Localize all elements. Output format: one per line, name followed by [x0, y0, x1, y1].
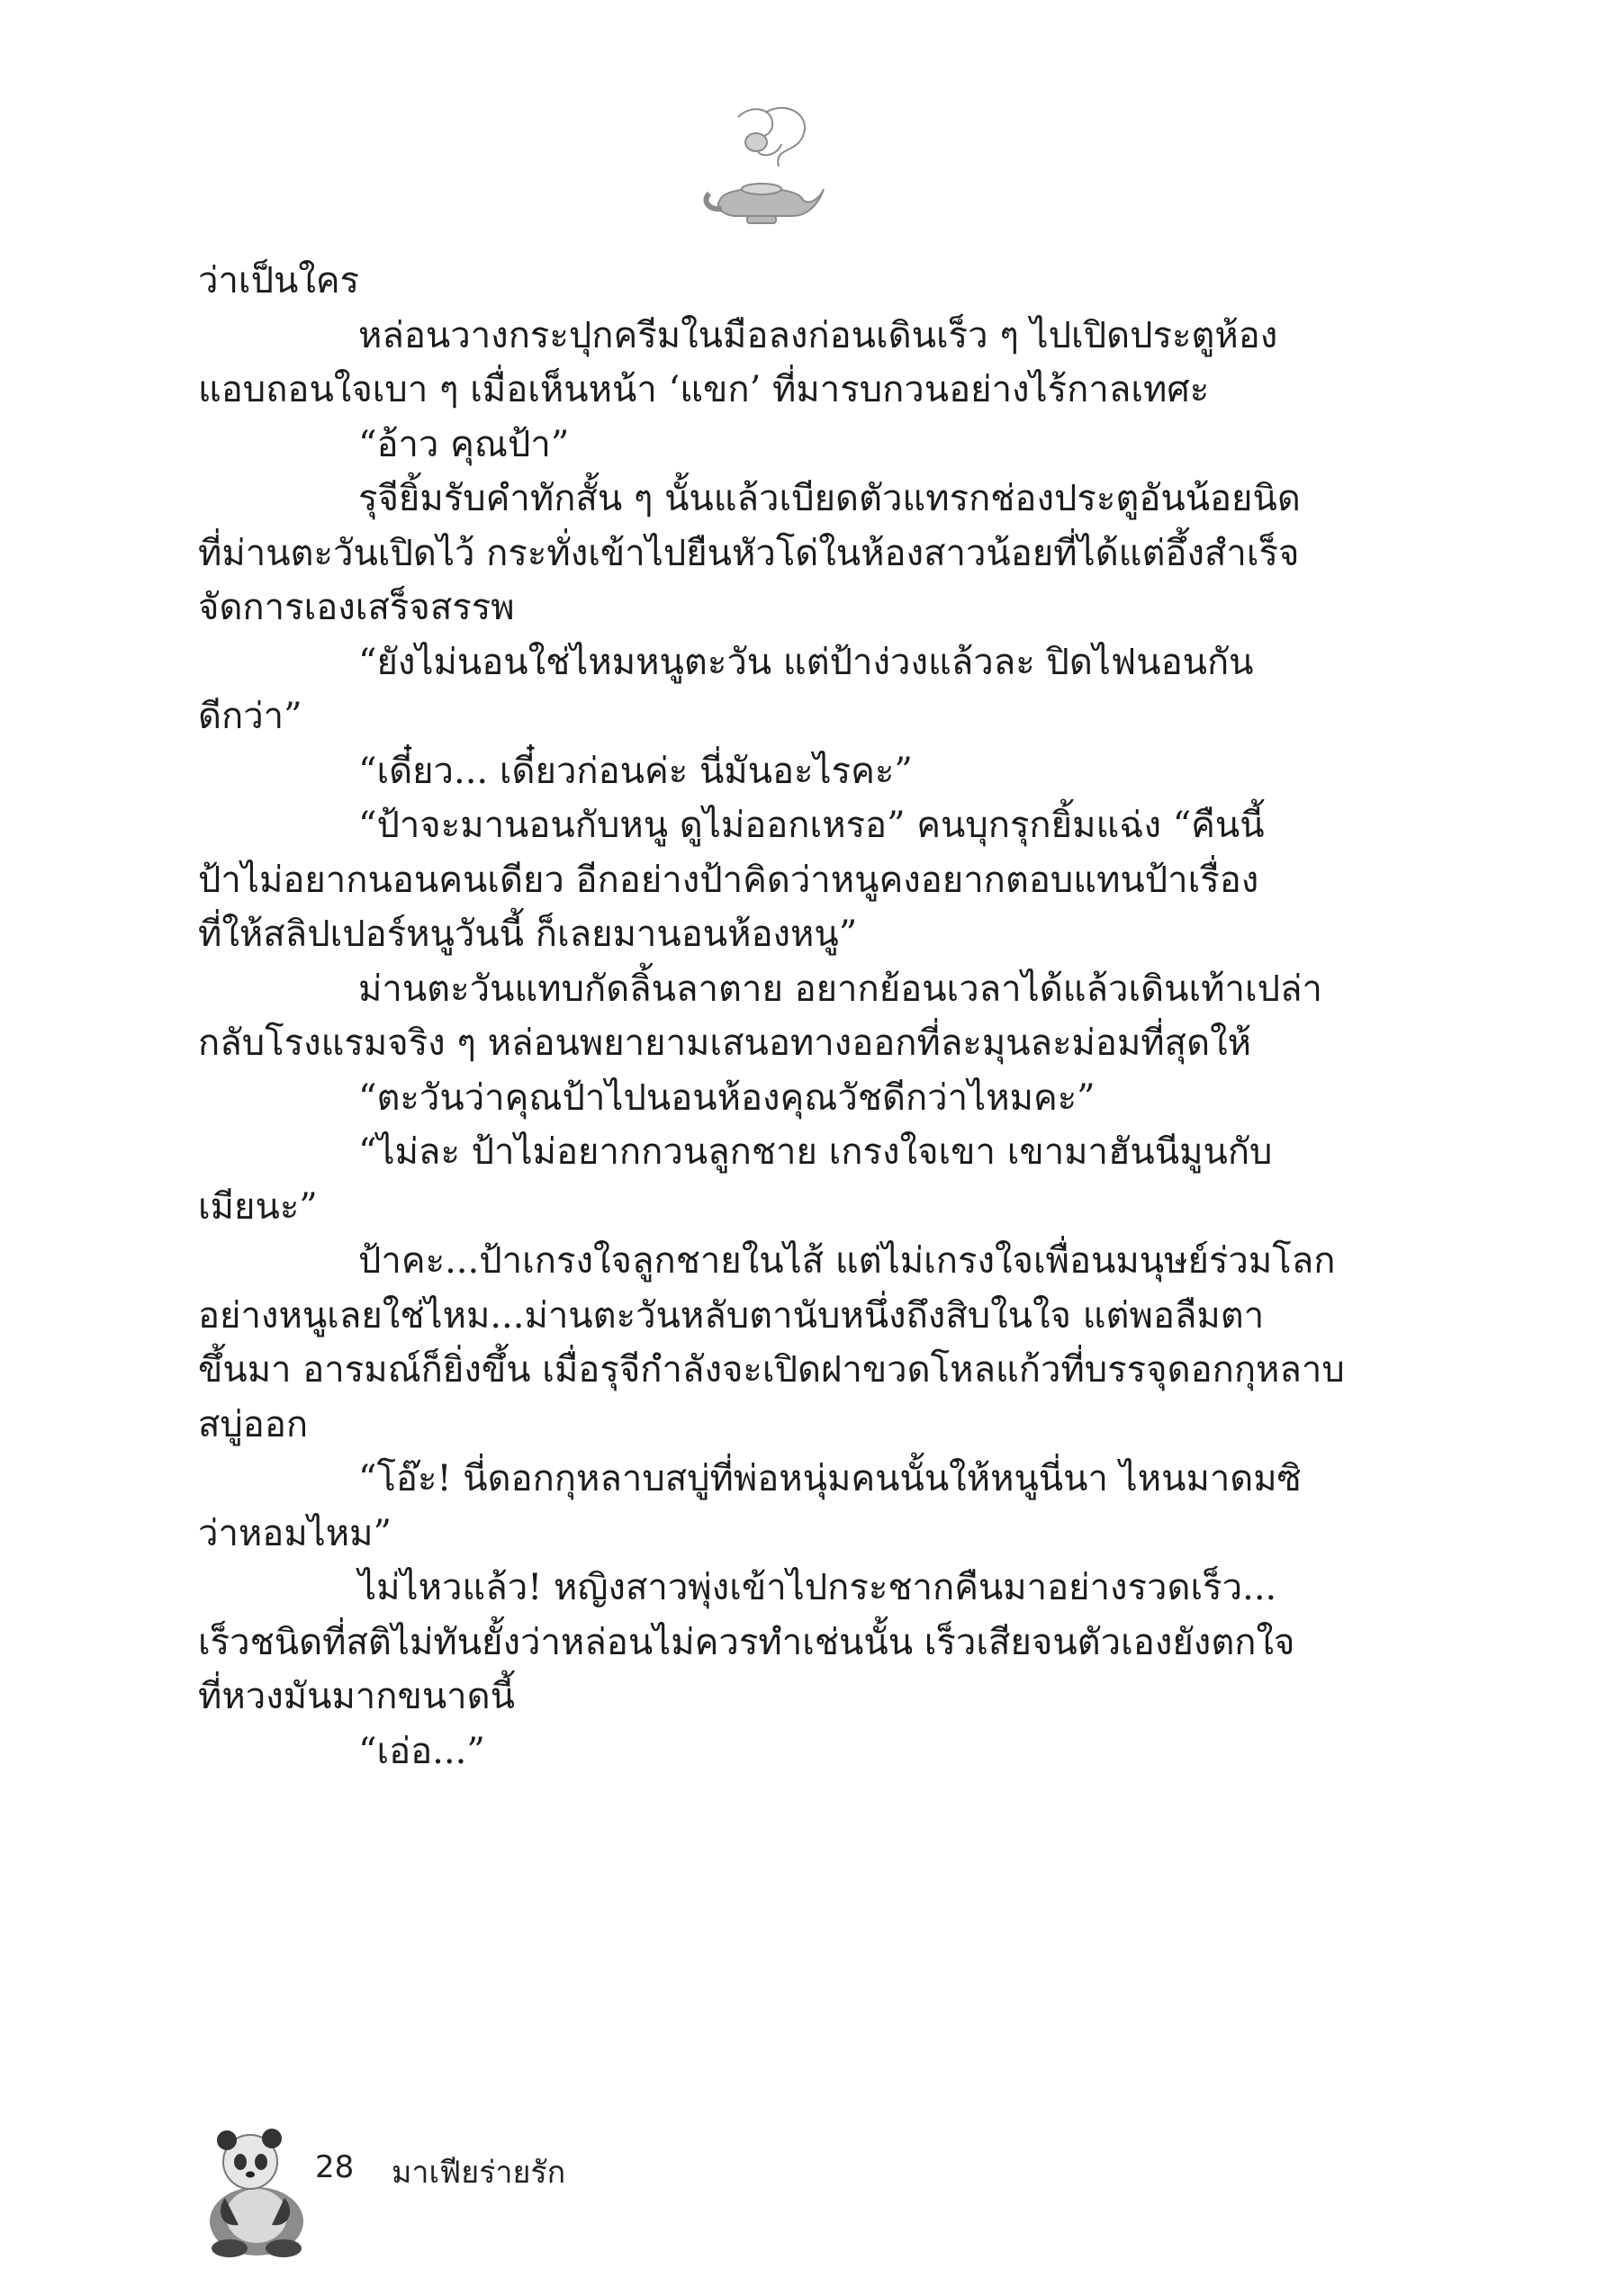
- text-line: เมียนะ”: [198, 1185, 318, 1228]
- body-text: [198, 254, 1345, 1778]
- text-line: เร็วชนิดที่สติไม่ทันยั้งว่าหล่อนไม่ควรทำเช่นนั้น เร็วเสียจนตัวเองยังตกใจ: [198, 1621, 1295, 1663]
- text-line: กลับโรงแรมจริง ๆ หล่อนพยายามเสนอทางออกที่ละมุนละม่อมที่สุดให้: [198, 1022, 1251, 1064]
- text-line: “ยังไม่นอนใช่ไหมหนูตะวัน แต่ป้าง่วงแล้วละ ปิดไฟนอนกัน: [358, 641, 1254, 683]
- text-line: สบู่ออก: [198, 1403, 309, 1445]
- text-line: ดีกว่า”: [198, 696, 302, 737]
- text-line: หล่อนวางกระปุกครีมในมือลงก่อนเดินเร็ว ๆ ไปเปิดประตูห้อง: [358, 314, 1278, 356]
- text-line: ม่านตะวันแทบกัดลิ้นลาตาย อยากย้อนเวลาได้แล้วเดินเท้าเปล่า: [358, 968, 1323, 1010]
- text-line: “เดี๋ยว... เดี๋ยวก่อนค่ะ นี่มันอะไรคะ”: [358, 750, 913, 792]
- text-line: จัดการเองเสร็จสรรพ: [198, 587, 515, 628]
- text-line: ว่าหอมไหม”: [198, 1512, 392, 1554]
- text-line: ที่ให้สลิปเปอร์หนูวันนี้ ก็เลยมานอนห้องหนู”: [198, 914, 858, 955]
- text-line: “ตะวันว่าคุณป้าไปนอนห้องคุณวัชดีกว่าไหมคะ”: [358, 1076, 1096, 1119]
- page-number: 28: [315, 2149, 355, 2185]
- text-line: ขึ้นมา อารมณ์ก็ยิ่งขึ้น เมื่อรุจีกำลังจะเปิดฝาขวดโหลแก้วที่บรรจุดอกกุหลาบ: [198, 1349, 1345, 1391]
- text-line: “โอ๊ะ! นี่ดอกกุหลาบสบู่ที่พ่อหนุ่มคนนั้นให้หนูนี่นา ไหนมาดมซิ: [358, 1458, 1302, 1499]
- text-line: “ไม่ละ ป้าไม่อยากกวนลูกชาย เกรงใจเขา เขามาฮันนีมูนกับ: [358, 1131, 1273, 1173]
- text-line: ไม่ไหวแล้ว! หญิงสาวพุ่งเข้าไปกระชากคืนมาอย่างรวดเร็ว...: [358, 1567, 1277, 1608]
- text-line: แอบถอนใจเบา ๆ เมื่อเห็นหน้า ‘แขก’ ที่มารบกวนอย่างไร้กาลเทศะ: [198, 369, 1210, 410]
- book-title: มาเฟียร่ายรัก: [392, 2155, 566, 2191]
- text-line: ป้าคะ...ป้าเกรงใจลูกชายในไส้ แต่ไม่เกรงใจเพื่อนมนุษย์ร่วมโลก: [358, 1240, 1336, 1282]
- genie-lamp-icon: [702, 99, 828, 234]
- text-line: “ป้าจะมานอนกับหนู ดูไม่ออกเหรอ” คนบุกรุกยิ้มแฉ่ง “คืนนี้: [358, 805, 1265, 846]
- text-line: อย่างหนูเลยใช่ไหม...ม่านตะวันหลับตานับหนึ่งถึงสิบในใจ แต่พอลืมตา: [198, 1294, 1265, 1337]
- panda-icon: [189, 2115, 324, 2259]
- page-footer: [189, 2115, 819, 2259]
- text-line: ที่หวงมันมากขนาดนี้: [198, 1676, 515, 1717]
- text-line: “เอ่อ...”: [358, 1730, 485, 1772]
- text-line: ว่าเป็นใคร: [198, 260, 360, 302]
- text-line: ป้าไม่อยากนอนคนเดียว อีกอย่างป้าคิดว่าหนูคงอยากตอบแทนป้าเรื่อง: [198, 859, 1259, 901]
- text-line: รุจียิ้มรับคำทักสั้น ๆ นั้นแล้วเบียดตัวแทรกช่องประตูอันน้อยนิด: [358, 478, 1301, 519]
- text-line: ที่ม่านตะวันเปิดไว้ กระทั่งเข้าไปยืนหัวโด่ในห้องสาวน้อยที่ได้แต่อึ้งสำเร็จ: [198, 532, 1300, 574]
- text-line: “อ้าว คุณป้า”: [358, 423, 570, 465]
